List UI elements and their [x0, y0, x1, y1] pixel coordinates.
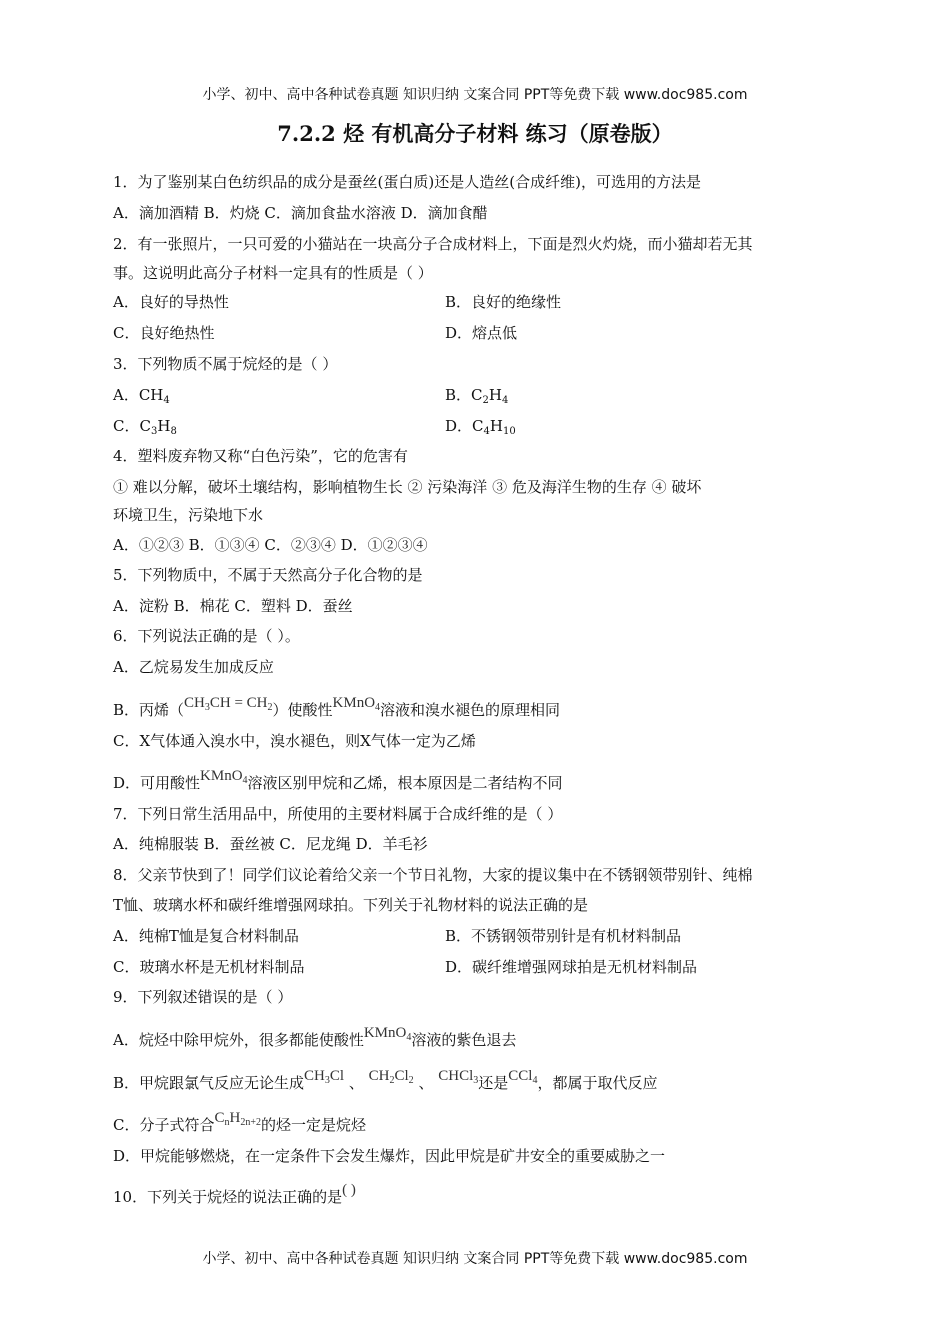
q4-stem: 4．塑料废弃物又称“白色污染”，它的危害有	[113, 447, 408, 465]
kmno4-formula: KMnO$_4$	[200, 768, 248, 786]
q2-stem-line1: 2．有一张照片，一只可爱的小猫站在一块高分子合成材料上，下面是烈火灼烧，而小猫却若无其	[113, 235, 753, 253]
q8-option-a: A．纯棉T恤是复合材料制品	[113, 927, 299, 945]
q6-option-b: B．丙烯$(CH_3CH = CH_2)$使酸性KMnO$_4$溶液和溴水褪色的原理相同	[113, 695, 561, 719]
q2-option-c: C．良好绝热性	[113, 324, 215, 342]
q6-stem: 6．下列说法正确的是（ ）。	[113, 627, 300, 645]
ccl4-formula: CCl$_4$	[508, 1068, 538, 1086]
q3-stem: 3．下列物质不属于烷烃的是（ ）	[113, 355, 338, 373]
ch3cl-formula: $CH_3Cl$	[304, 1068, 345, 1086]
q4-list-line1: ① 难以分解，破坏土壤结构，影响植物生长 ② 污染海洋 ③ 危及海洋生物的生存 ④ 破坏	[113, 478, 702, 496]
q2-option-b: B．良好的绝缘性	[445, 293, 562, 311]
q1-options: A．滴加酒精 B．灼烧 C．滴加食盐水溶液 D．滴加食醋	[113, 204, 488, 222]
q8-option-b: B．不锈钢领带别针是有机材料制品	[445, 927, 682, 945]
q5-stem: 5．下列物质中，不属于天然高分子化合物的是	[113, 566, 423, 584]
chcl3-formula: CHCl$_3$	[438, 1068, 479, 1086]
q9-stem: 9．下列叙述错误的是（ ）	[113, 988, 293, 1006]
answer-paren: ( )	[342, 1182, 356, 1198]
q4-options: A．①②③ B．①③④ C．②③④ D．①②③④	[113, 536, 428, 554]
q9-option-a: A．烷烃中除甲烷外，很多都能使酸性KMnO$_4$溶液的紫色退去	[113, 1025, 517, 1049]
q1-stem: 1．为了鉴别某白色纺织品的成分是蚕丝(蛋白质)还是人造丝(合成纤维)，可选用的方法是	[113, 173, 701, 191]
q2-stem-line2: 事。这说明此高分子材料一定具有的性质是（ ）	[113, 264, 433, 282]
q4-list-line2: 环境卫生，污染地下水	[113, 506, 264, 524]
q6-option-d: D．可用酸性KMnO$_4$溶液区别甲烷和乙烯，根本原因是二者结构不同	[113, 768, 563, 792]
q8-stem-line1: 8．父亲节快到了！同学们议论着给父亲一个节日礼物，大家的提议集中在不锈钢领带别针、纯棉	[113, 866, 753, 884]
ch2cl2-formula: $CH_2Cl_2$	[368, 1068, 414, 1086]
q3-option-c: C．$C_3H_8$	[113, 417, 177, 437]
q5-options: A．淀粉 B．棉花 C．塑料 D．蚕丝	[113, 597, 353, 615]
page-title: 7.2.2 烃 有机高分子材料 练习（原卷版）	[277, 121, 673, 146]
q3-option-a: A．$CH_4$	[113, 386, 170, 406]
kmno4-formula: KMnO$_4$	[332, 695, 381, 713]
page-footer: 小学、初中、高中各种试卷真题 知识归纳 文案合同 PPT等免费下载 www.doc985.com	[202, 1251, 748, 1267]
q3-option-b: B．$C_2H_4$	[445, 386, 509, 406]
q6-option-c: C．X气体通入溴水中，溴水褪色，则X气体一定为乙烯	[113, 732, 476, 750]
q8-option-d: D．碳纤维增强网球拍是无机材料制品	[445, 958, 698, 976]
q9-option-c: C．分子式符合$C_nH_{2n+2}$的烃一定是烷烃	[113, 1110, 366, 1134]
q9-option-d: D．甲烷能够燃烧，在一定条件下会发生爆炸，因此甲烷是矿井安全的重要威胁之一	[113, 1147, 666, 1165]
q2-option-d: D．熔点低	[445, 324, 518, 342]
q6-option-a: A．乙烷易发生加成反应	[113, 658, 274, 676]
q9-option-b: B．甲烷跟氯气反应无论生成$CH_3Cl$ 、 $CH_2Cl_2$ 、 CHCl$_3$还是CCl$_4$，都属于取代反应	[113, 1068, 658, 1092]
q7-options: A．纯棉服装 B．蚕丝被 C．尼龙绳 D．羊毛衫	[113, 835, 428, 853]
q8-option-c: C．玻璃水杯是无机材料制品	[113, 958, 305, 976]
propene-formula: $CH_3CH = CH_2$	[184, 695, 273, 713]
q7-stem: 7．下列日常生活用品中，所使用的主要材料属于合成纤维的是（ ）	[113, 805, 563, 823]
q2-option-a: A．良好的导热性	[113, 293, 229, 311]
kmno4-formula: KMnO$_4$	[363, 1025, 412, 1043]
q3-option-d: D．$C_4H_{10}$	[445, 417, 516, 437]
q10-stem: 10．下列关于烷烃的说法正确的是( )	[113, 1182, 356, 1206]
page-header: 小学、初中、高中各种试卷真题 知识归纳 文案合同 PPT等免费下载 www.doc985.com	[202, 87, 748, 103]
alkane-general-formula: $C_nH_{2n+2}$	[214, 1110, 261, 1128]
q8-stem-line2: T恤、玻璃水杯和碳纤维增强网球拍。下列关于礼物材料的说法正确的是	[113, 896, 589, 914]
